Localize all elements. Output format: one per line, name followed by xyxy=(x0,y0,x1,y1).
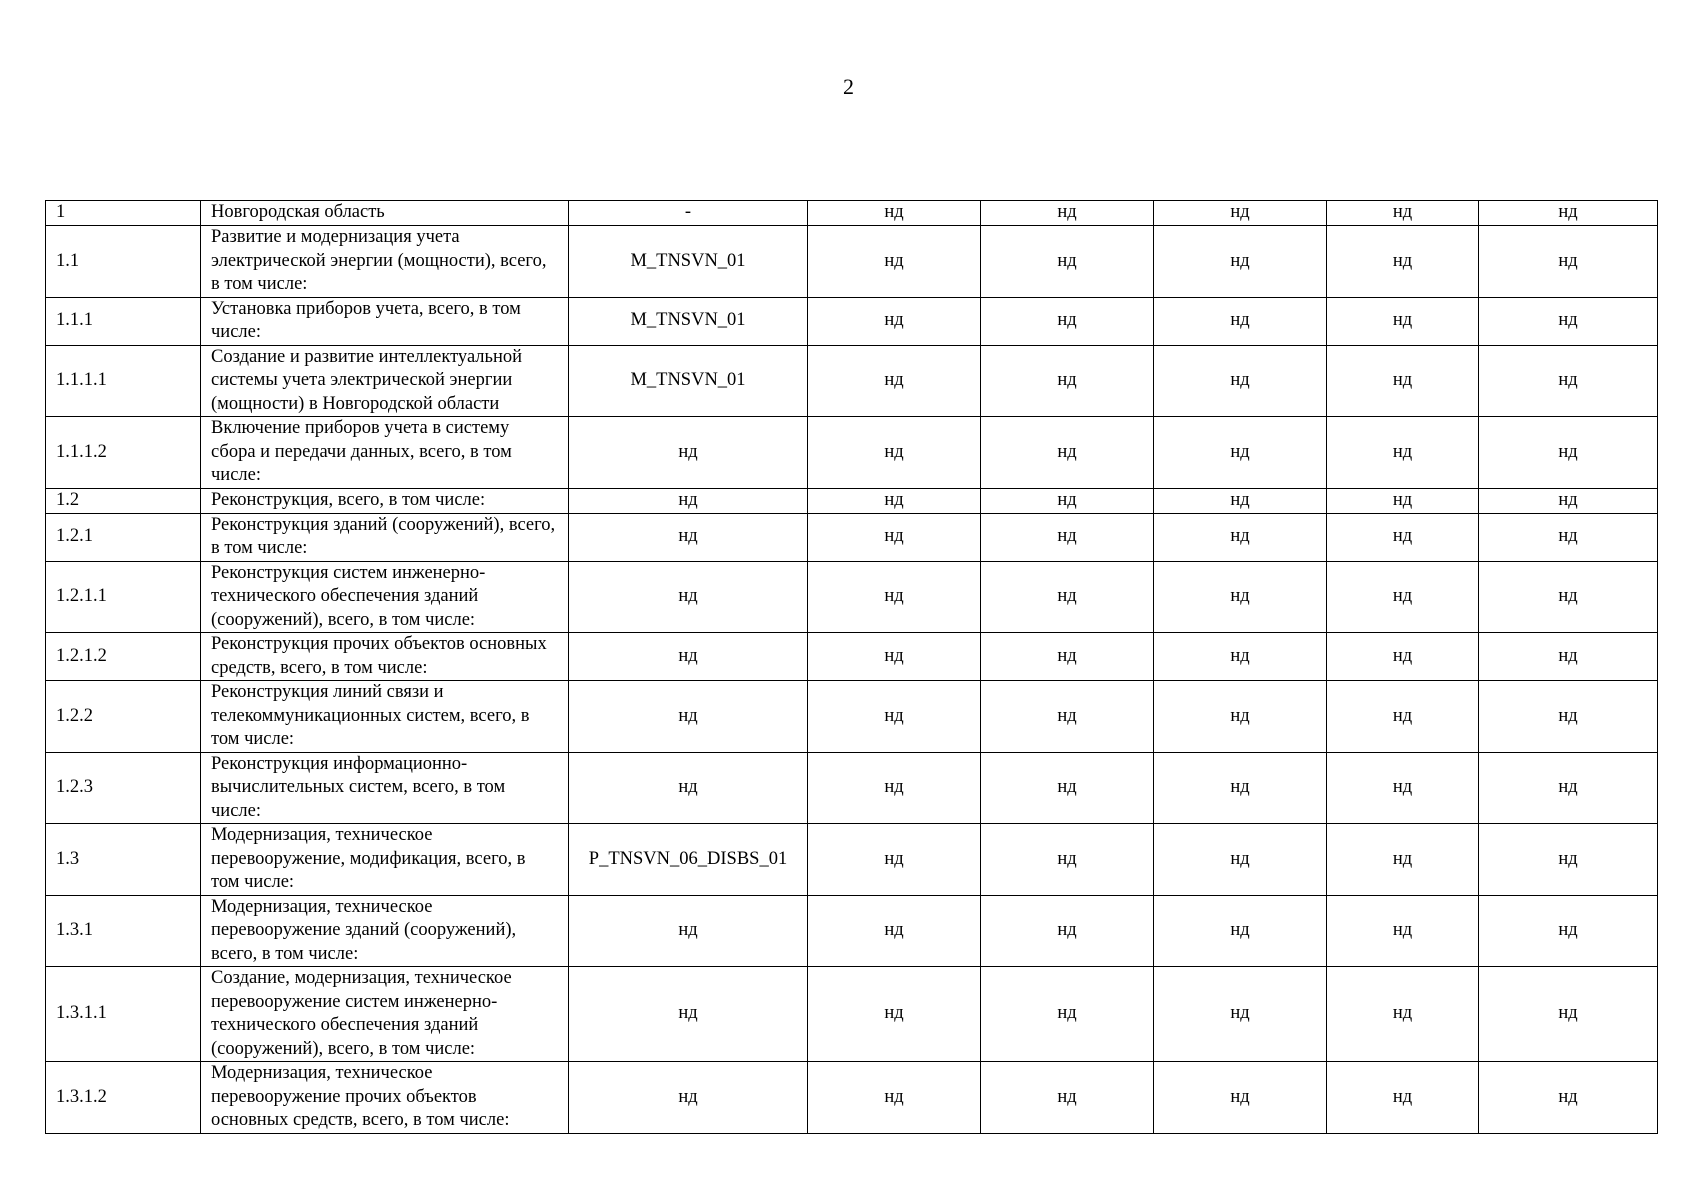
row-number: 1.2.2 xyxy=(46,681,201,753)
row-number: 1.1.1.1 xyxy=(46,345,201,417)
row-value: нд xyxy=(981,967,1154,1062)
row-value: нд xyxy=(1327,681,1479,753)
row-name: Реконструкция прочих объектов основных средств, всего, в том числе: xyxy=(201,633,569,681)
row-value: нд xyxy=(808,681,981,753)
row-value: нд xyxy=(1327,824,1479,896)
row-code: нд xyxy=(569,488,808,513)
table-row xyxy=(46,824,1658,896)
row-value: нд xyxy=(1327,513,1479,561)
row-value: нд xyxy=(1154,967,1327,1062)
row-name: Установка приборов учета, всего, в том числе: xyxy=(201,297,569,345)
row-value: нд xyxy=(1327,226,1479,298)
row-value: нд xyxy=(1327,201,1479,226)
table-row xyxy=(46,967,1658,1062)
row-value: нд xyxy=(981,297,1154,345)
row-name: Модернизация, техническое перевооружение зданий (сооружений), всего, в том числе: xyxy=(201,895,569,967)
row-value: нд xyxy=(981,226,1154,298)
row-value: нд xyxy=(1327,752,1479,824)
row-value: нд xyxy=(1154,297,1327,345)
row-code: нд xyxy=(569,681,808,753)
row-number: 1.2.3 xyxy=(46,752,201,824)
row-value: нд xyxy=(981,824,1154,896)
row-value: нд xyxy=(1479,1062,1658,1134)
row-value: нд xyxy=(1154,417,1327,489)
row-value: нд xyxy=(808,513,981,561)
row-name: Реконструкция систем инженерно-технического обеспечения зданий (сооружений), всего, в том числе: xyxy=(201,561,569,633)
row-value: нд xyxy=(1327,1062,1479,1134)
row-value: нд xyxy=(981,561,1154,633)
row-code: - xyxy=(569,201,808,226)
row-value: нд xyxy=(808,561,981,633)
row-value: нд xyxy=(981,201,1154,226)
row-value: нд xyxy=(808,967,981,1062)
row-value: нд xyxy=(1327,345,1479,417)
row-number: 1 xyxy=(46,201,201,226)
row-code: нд xyxy=(569,633,808,681)
row-value: нд xyxy=(981,633,1154,681)
row-value: нд xyxy=(981,681,1154,753)
page-number: 2 xyxy=(843,74,854,99)
row-name: Реконструкция информационно-вычислительных систем, всего, в том числе: xyxy=(201,752,569,824)
row-number: 1.2 xyxy=(46,488,201,513)
row-number: 1.1.1 xyxy=(46,297,201,345)
row-value: нд xyxy=(1154,681,1327,753)
table-row xyxy=(46,752,1658,824)
table-row xyxy=(46,633,1658,681)
row-value: нд xyxy=(1154,561,1327,633)
row-value: нд xyxy=(1479,345,1658,417)
row-number: 1.3 xyxy=(46,824,201,896)
row-value: нд xyxy=(1479,895,1658,967)
data-table xyxy=(45,200,1658,1134)
table-row xyxy=(46,297,1658,345)
row-value: нд xyxy=(1154,345,1327,417)
row-value: нд xyxy=(1154,752,1327,824)
row-value: нд xyxy=(981,488,1154,513)
row-value: нд xyxy=(1154,488,1327,513)
row-name: Реконструкция, всего, в том числе: xyxy=(201,488,569,513)
row-value: нд xyxy=(1479,488,1658,513)
table-row xyxy=(46,226,1658,298)
row-code: нд xyxy=(569,417,808,489)
row-value: нд xyxy=(808,633,981,681)
row-value: нд xyxy=(981,1062,1154,1134)
row-value: нд xyxy=(1327,633,1479,681)
row-value: нд xyxy=(1154,226,1327,298)
row-value: нд xyxy=(808,752,981,824)
row-name: Новгородская область xyxy=(201,201,569,226)
row-value: нд xyxy=(808,488,981,513)
row-name: Создание, модернизация, техническое перевооружение систем инженерно-технического обеспечения зданий (сооружений), всего, в том числе: xyxy=(201,967,569,1062)
row-code: нд xyxy=(569,967,808,1062)
row-value: нд xyxy=(808,1062,981,1134)
row-code: нд xyxy=(569,513,808,561)
row-value: нд xyxy=(1327,561,1479,633)
row-value: нд xyxy=(1327,417,1479,489)
table-row xyxy=(46,345,1658,417)
row-code: M_TNSVN_01 xyxy=(569,226,808,298)
row-value: нд xyxy=(1327,895,1479,967)
table-row xyxy=(46,681,1658,753)
row-value: нд xyxy=(808,417,981,489)
row-value: нд xyxy=(1479,681,1658,753)
row-code: нд xyxy=(569,752,808,824)
row-code: нд xyxy=(569,1062,808,1134)
row-value: нд xyxy=(1154,633,1327,681)
table-row xyxy=(46,488,1658,513)
row-number: 1.1 xyxy=(46,226,201,298)
row-value: нд xyxy=(981,752,1154,824)
row-code: нд xyxy=(569,895,808,967)
row-value: нд xyxy=(1327,488,1479,513)
table-row xyxy=(46,201,1658,226)
row-name: Создание и развитие интеллектуальной системы учета электрической энергии (мощности) в Новгородской области xyxy=(201,345,569,417)
row-value: нд xyxy=(1327,297,1479,345)
row-code: нд xyxy=(569,561,808,633)
row-number: 1.2.1.1 xyxy=(46,561,201,633)
row-number: 1.3.1 xyxy=(46,895,201,967)
row-name: Модернизация, техническое перевооружение прочих объектов основных средств, всего, в том числе: xyxy=(201,1062,569,1134)
row-value: нд xyxy=(1479,226,1658,298)
row-number: 1.2.1.2 xyxy=(46,633,201,681)
row-number: 1.3.1.2 xyxy=(46,1062,201,1134)
row-value: нд xyxy=(1479,417,1658,489)
row-code: P_TNSVN_06_DISBS_01 xyxy=(569,824,808,896)
row-value: нд xyxy=(1154,201,1327,226)
row-value: нд xyxy=(1479,824,1658,896)
row-value: нд xyxy=(808,201,981,226)
row-value: нд xyxy=(1479,633,1658,681)
row-code: M_TNSVN_01 xyxy=(569,345,808,417)
row-value: нд xyxy=(1479,297,1658,345)
row-value: нд xyxy=(981,417,1154,489)
row-name: Включение приборов учета в систему сбора и передачи данных, всего, в том числе: xyxy=(201,417,569,489)
row-value: нд xyxy=(1154,1062,1327,1134)
row-value: нд xyxy=(1479,752,1658,824)
row-value: нд xyxy=(808,345,981,417)
row-value: нд xyxy=(981,895,1154,967)
row-name: Реконструкция линий связи и телекоммуникационных систем, всего, в том числе: xyxy=(201,681,569,753)
row-value: нд xyxy=(981,345,1154,417)
row-value: нд xyxy=(1154,513,1327,561)
row-value: нд xyxy=(808,297,981,345)
row-value: нд xyxy=(1479,201,1658,226)
row-value: нд xyxy=(1154,824,1327,896)
row-name: Реконструкция зданий (сооружений), всего, в том числе: xyxy=(201,513,569,561)
row-number: 1.3.1.1 xyxy=(46,967,201,1062)
row-code: M_TNSVN_01 xyxy=(569,297,808,345)
table-row xyxy=(46,895,1658,967)
table-row xyxy=(46,561,1658,633)
row-value: нд xyxy=(808,895,981,967)
row-number: 1.2.1 xyxy=(46,513,201,561)
row-value: нд xyxy=(808,226,981,298)
row-value: нд xyxy=(1327,967,1479,1062)
row-value: нд xyxy=(1479,967,1658,1062)
row-value: нд xyxy=(1479,513,1658,561)
row-value: нд xyxy=(1479,561,1658,633)
row-name: Модернизация, техническое перевооружение, модификация, всего, в том числе: xyxy=(201,824,569,896)
row-name: Развитие и модернизация учета электрической энергии (мощности), всего, в том числе: xyxy=(201,226,569,298)
row-value: нд xyxy=(981,513,1154,561)
row-value: нд xyxy=(1154,895,1327,967)
table-body xyxy=(46,201,1658,1134)
table-row xyxy=(46,417,1658,489)
table-row xyxy=(46,1062,1658,1134)
row-value: нд xyxy=(808,824,981,896)
row-number: 1.1.1.2 xyxy=(46,417,201,489)
table-row xyxy=(46,513,1658,561)
